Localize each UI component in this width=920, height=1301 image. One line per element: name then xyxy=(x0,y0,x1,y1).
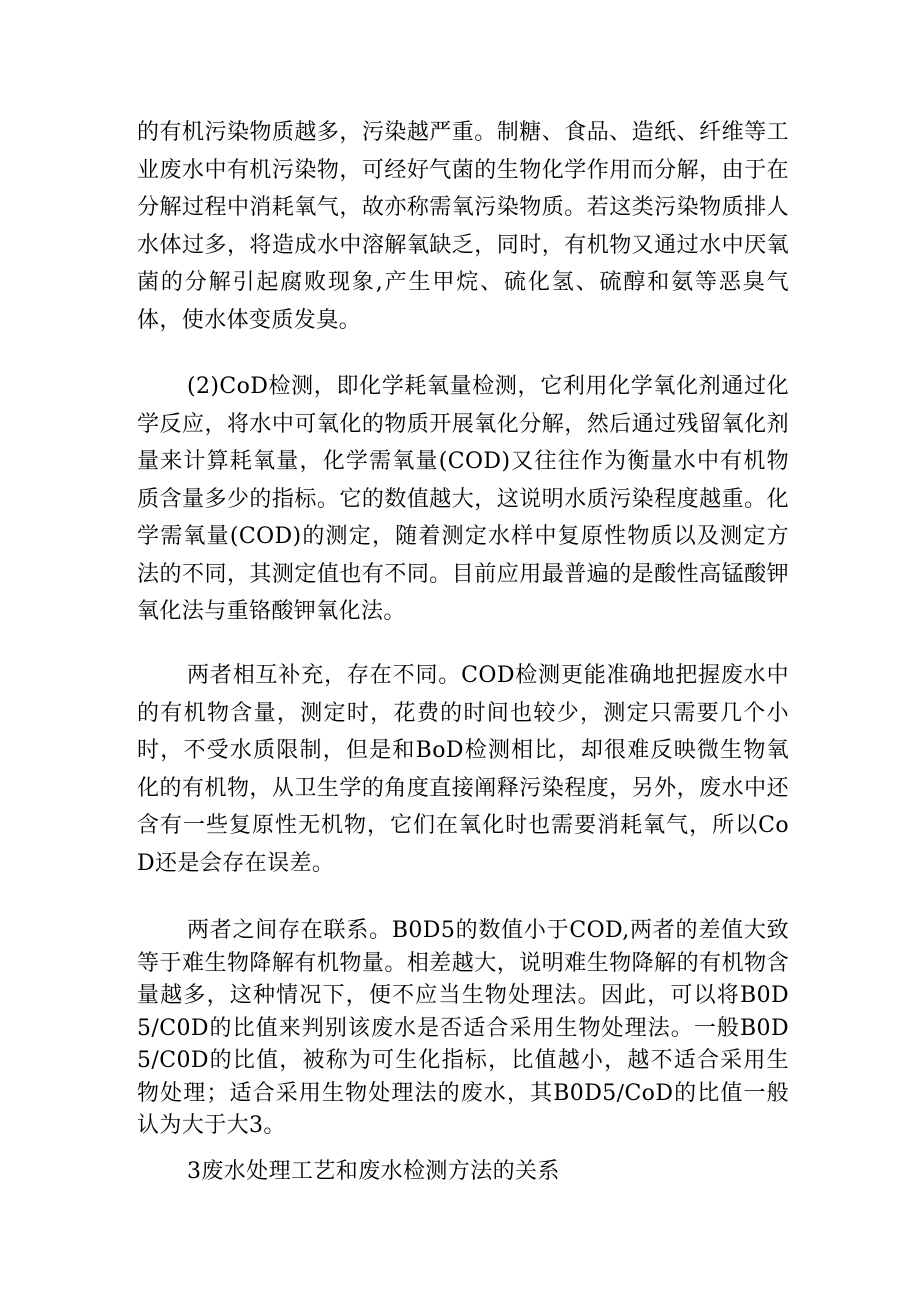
paragraph-organic-pollutants: 的有机污染物质越多，污染越严重。制糖、食品、造纸、纤维等工业废水中有机污染物，可经好气菌的生物化学作用而分解，由于在分解过程中消耗氧气，故亦称需氧污染物质。若这类污染物质排人水体过多，将造成水中溶解氧缺乏，同时，有机物又通过水中厌氧菌的分解引起腐败现象,产生甲烷、硫化氢、硫醇和氨等恶臭气体，使水体变质发臭。 xyxy=(137,120,789,333)
paragraph-complementary-differences: 两者相互补充，存在不同。COD检测更能准确地把握废水中的有机物含量，测定时，花费的时间也较少，测定只需要几个小时，不受水质限制，但是和BoD检测相比，却很难反映微生物氧化的有机物，从卫生学的角度直接阐释污染程度，另外，废水中还含有一些复原性无机物，它们在氧化时也需要消耗氧气，所以CoD还是会存在误差。 xyxy=(137,663,789,876)
paragraph-cod-detection: (2)CoD检测，即化学耗氧量检测，它利用化学氧化剂通过化学反应，将水中可氧化的物质开展氧化分解，然后通过残留氧化剂量来计算耗氧量，化学需氧量(COD)又往往作为衡量水中有机物质含量多少的指标。它的数值越大，这说明水质污染程度越重。化学需氧量(COD)的测定，随着测定水样中复原性物质以及测定方法的不同，其测定值也有不同。目前应用最普遍的是酸性高锰酸钾氧化法与重铬酸钾氧化法。 xyxy=(137,374,789,624)
paragraph-bod-cod-relationship: 两者之间存在联系。B0D5的数值小于COD,两者的差值大致等于难生物降解有机物量。相差越大，说明难生物降解的有机物含量越多，这种情况下，便不应当生物处理法。因此，可以将B0D5/C0D的比值来判别该废水是否适合采用生物处理法。一般B0D5/C0D的比值，被称为可生化指标，比值越小，越不适合采用生物处理；适合采用生物处理法的废水，其B0D5∕CoD的比值一般认为大于大3。 xyxy=(137,918,789,1138)
section-heading: 3废水处理工艺和废水检测方法的关系 xyxy=(187,1159,560,1184)
